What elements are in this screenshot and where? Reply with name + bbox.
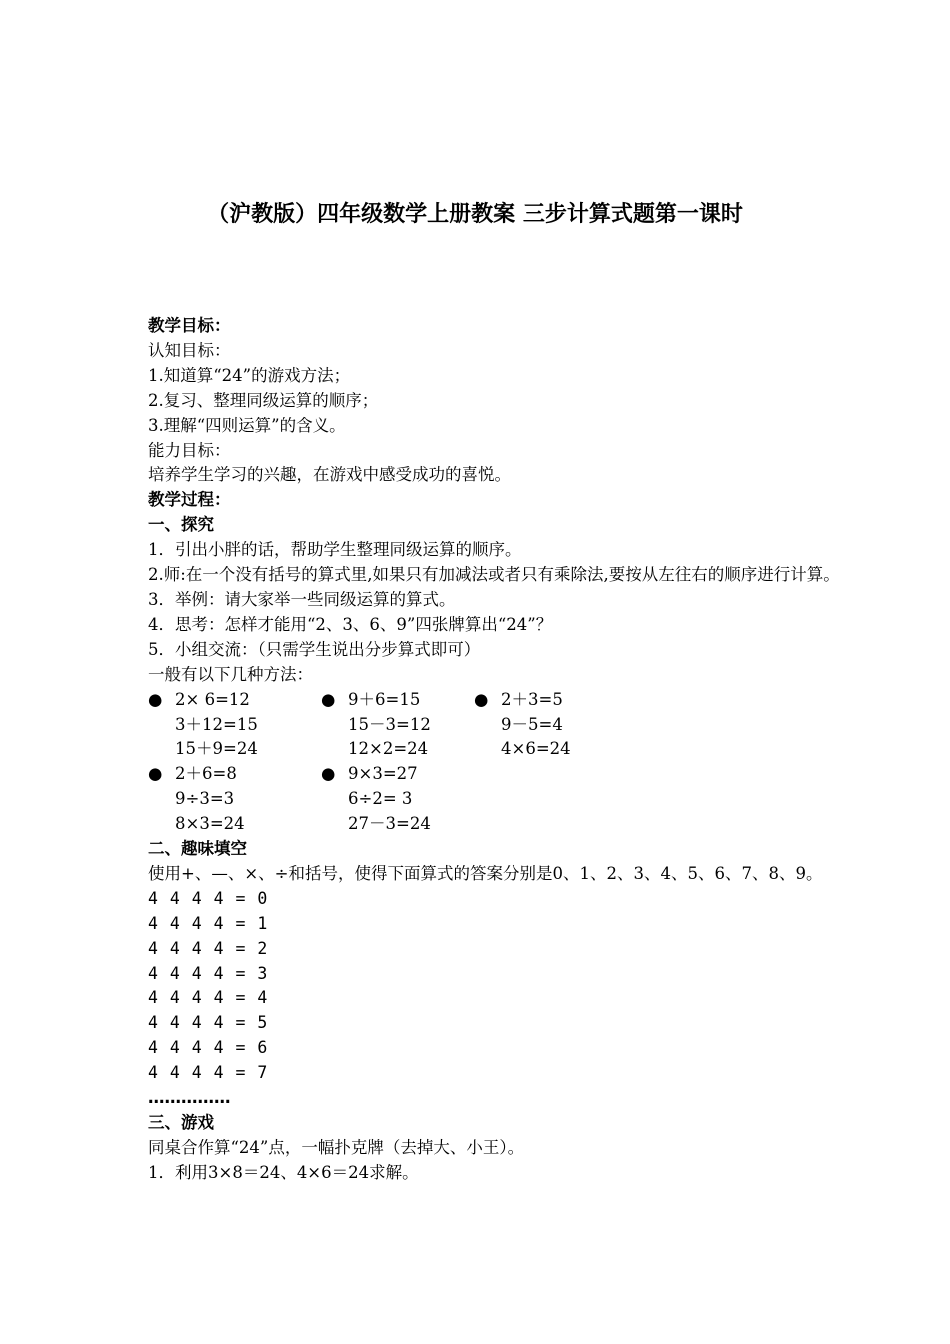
method-step: 6÷2= 3 <box>348 789 413 809</box>
explore-item-2: 2.师:在一个没有括号的算式里,如果只有加减法或者只有乘除法,要按从左往右的顺序进行计算。 <box>148 565 840 585</box>
bullet-icon: ● <box>148 764 163 784</box>
bullet-icon: ● <box>474 689 489 709</box>
method-step: 12×2=24 <box>348 739 429 759</box>
methods-intro: 一般有以下几种方法： <box>148 664 313 684</box>
explore-item-1: 1．引出小胖的话，帮助学生整理同级运算的顺序。 <box>148 540 522 560</box>
method-block <box>321 762 474 837</box>
method-step: 3＋12=15 <box>175 714 258 734</box>
section-heading-game: 三、游戏 <box>148 1113 214 1132</box>
bullet-icon: ● <box>321 689 336 709</box>
method-step: 9×3=27 <box>348 764 418 784</box>
methods-row <box>148 762 846 837</box>
equation-line: 4 4 4 4 = 1 <box>148 913 269 933</box>
method-block <box>148 688 321 763</box>
cognitive-item: 2.复习、整理同级运算的顺序； <box>148 390 379 410</box>
ability-text: 培养学生学习的兴趣，在游戏中感受成功的喜悦。 <box>148 465 511 485</box>
ellipsis: …………… <box>148 1088 231 1108</box>
document-title: （沪教版）四年级数学上册教案 三步计算式题第一课时 <box>207 202 743 227</box>
equation-line: 4 4 4 4 = 5 <box>148 1013 269 1033</box>
method-step: 15＋9=24 <box>175 739 258 759</box>
methods-row <box>148 688 846 763</box>
document-body <box>116 314 846 1186</box>
bullet-icon: ● <box>321 764 336 784</box>
method-step: 27－3=24 <box>348 814 431 834</box>
method-block <box>474 688 637 763</box>
cognitive-heading: 认知目标： <box>148 340 231 360</box>
explore-item-3: 3．举例：请大家举一些同级运算的算式。 <box>148 589 456 609</box>
ability-heading: 能力目标： <box>148 440 231 460</box>
method-step: 8×3=24 <box>175 814 245 834</box>
fill-instruction: 使用+、—、×、÷和括号，使得下面算式的答案分别是0、1、2、3、4、5、6、7、8、9。 <box>148 863 823 883</box>
cognitive-item: 3.理解“四则运算”的含义。 <box>148 415 346 435</box>
equation-line: 4 4 4 4 = 3 <box>148 963 269 983</box>
equation-line: 4 4 4 4 = 7 <box>148 1063 269 1083</box>
game-item-1: 1．利用3×8＝24、4×6＝24求解。 <box>148 1162 419 1182</box>
method-step: 9＋6=15 <box>348 689 421 709</box>
method-step: 2＋3=5 <box>501 689 563 709</box>
method-step: 9÷3=3 <box>175 789 235 809</box>
bullet-icon: ● <box>148 689 163 709</box>
objectives-heading: 教学目标： <box>148 316 231 335</box>
method-step: 2× 6=12 <box>175 689 250 709</box>
process-heading: 教学过程： <box>148 490 231 510</box>
cognitive-item: 1.知道算“24”的游戏方法； <box>148 365 351 385</box>
explore-item-5: 5．小组交流：（只需学生说出分步算式即可） <box>148 639 481 659</box>
method-block <box>148 762 321 837</box>
equation-line: 4 4 4 4 = 6 <box>148 1038 269 1058</box>
method-step: 4×6=24 <box>501 739 571 759</box>
method-step: 2＋6=8 <box>175 764 237 784</box>
methods-grid <box>116 688 846 837</box>
method-block <box>321 688 474 763</box>
equation-line: 4 4 4 4 = 0 <box>148 888 269 908</box>
section-heading-explore: 一、探究 <box>148 515 214 535</box>
game-text: 同桌合作算“24”点，一幅扑克牌（去掉大、小王）。 <box>148 1137 525 1157</box>
explore-item-4: 4．思考：怎样才能用“2、3、6、9”四张牌算出“24”？ <box>148 614 553 634</box>
method-step: 9－5=4 <box>501 714 563 734</box>
method-step: 15－3=12 <box>348 714 431 734</box>
section-heading-fill: 二、趣味填空 <box>148 839 247 859</box>
equation-line: 4 4 4 4 = 2 <box>148 938 269 958</box>
equation-line: 4 4 4 4 = 4 <box>148 988 269 1008</box>
